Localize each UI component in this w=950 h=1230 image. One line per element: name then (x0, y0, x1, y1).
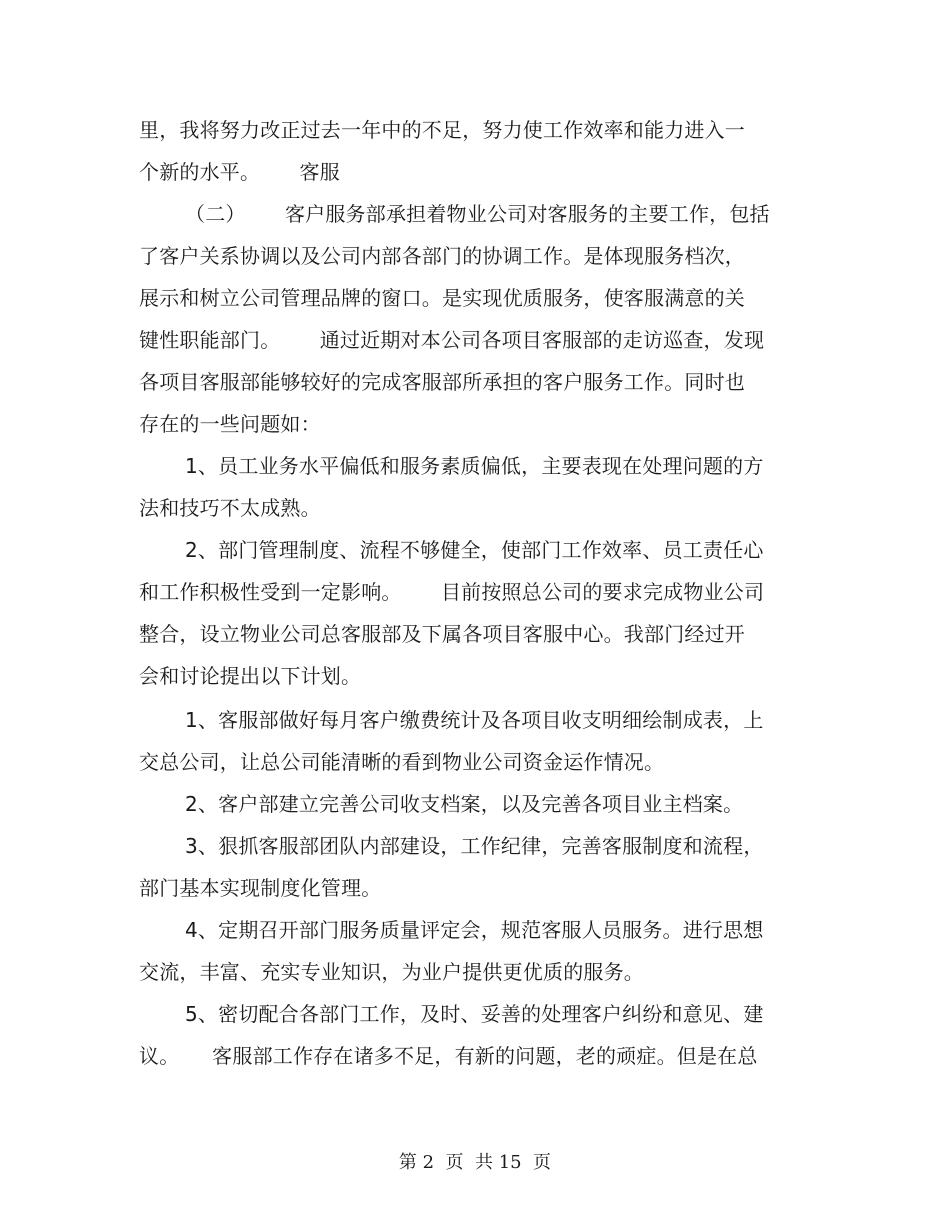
text-line: 里，我将努力改正过去一年中的不足，努力使工作效率和能力进入一 (139, 118, 745, 142)
text-line: 展示和树立公司管理品牌的窗口。是实现优质服务，使客服满意的关 (139, 286, 745, 310)
text-line: 个新的水平。 客服 (139, 160, 340, 184)
text-line: 2、部门管理制度、流程不够健全，使部门工作效率、员工责任心 (185, 538, 764, 562)
text-line: 存在的一些问题如： (139, 412, 321, 436)
text-line: 整合，设立物业公司总客服部及下属各项目客服中心。我部门经过开 (139, 622, 745, 646)
text-line: 2、客户部建立完善公司收支档案，以及完善各项目业主档案。 (185, 792, 744, 816)
text-line: 会和讨论提出以下计划。 (139, 664, 362, 688)
text-line: 1、客服部做好每月客户缴费统计及各项目收支明细绘制成表，上 (185, 708, 764, 732)
text-line: 4、定期召开部门服务质量评定会，规范客服人员服务。进行思想 (185, 918, 764, 942)
text-line: （二） 客户服务部承担着物业公司对客服务的主要工作，包括 (185, 202, 770, 226)
text-line: 键性职能部门。 通过近期对本公司各项目客服部的走访巡查，发现 (139, 328, 765, 352)
text-line: 交总公司，让总公司能清晰的看到物业公司资金运作情况。 (139, 750, 665, 774)
text-line: 部门基本实现制度化管理。 (139, 876, 382, 900)
text-line: 各项目客服部能够较好的完成客服部所承担的客户服务工作。同时也 (139, 370, 745, 394)
text-line: 法和技巧不太成熟。 (139, 496, 321, 520)
text-line: 交流，丰富、充实专业知识，为业户提供更优质的服务。 (139, 960, 644, 984)
text-line: 了客户关系协调以及公司内部各部门的协调工作。是体现服务档次， (139, 244, 745, 268)
text-line: 1、员工业务水平偏低和服务素质偏低，主要表现在处理问题的方 (185, 454, 764, 478)
text-line: 5、密切配合各部门工作，及时、妥善的处理客户纠纷和意见、建 (185, 1002, 764, 1026)
page-number: 第 2 页 共 15 页 (398, 1152, 552, 1173)
text-line: 和工作积极性受到一定影响。 目前按照总公司的要求完成物业公司 (139, 580, 765, 604)
text-line: 议。 客服部工作存在诸多不足，有新的问题，老的顽症。但是在总 (139, 1044, 758, 1068)
text-line: 3、狠抓客服部团队内部建设，工作纪律，完善客服制度和流程， (185, 834, 764, 858)
